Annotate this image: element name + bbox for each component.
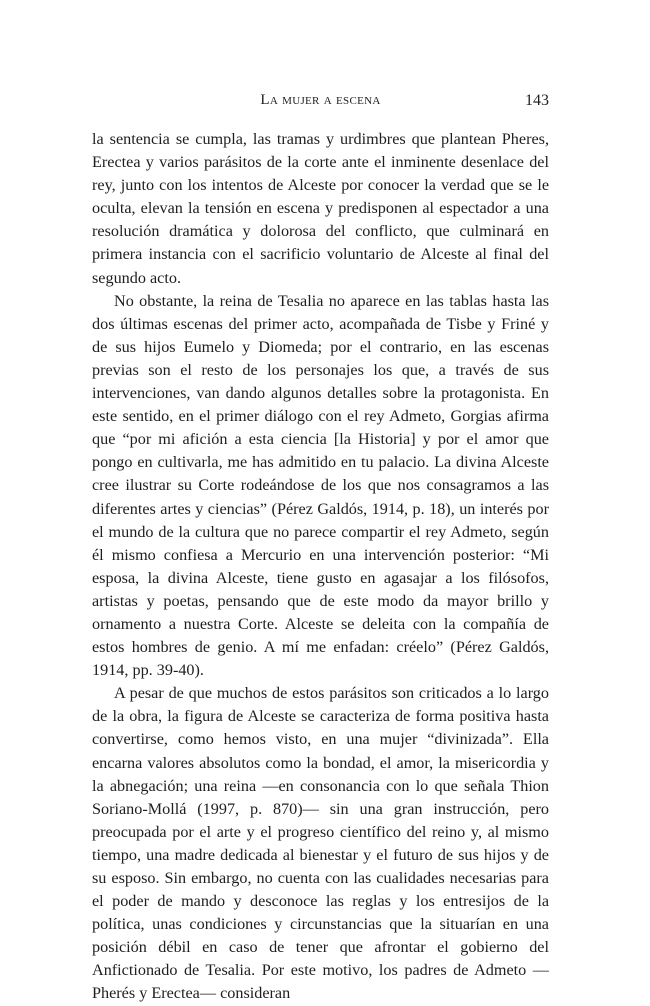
body-text <box>92 128 549 1006</box>
paragraph-3: A pesar de que muchos de estos parásitos son criticados a lo largo de la obra, la figura de Alceste se caracteriza de forma positiva hasta convertirse, como hemos visto, en una mujer “divinizada”. Ella encarna valores absolutos como la bondad, el amor, la misericordia y la abnegación; una reina —en consonancia con lo que señala Thion Soriano-Mollá (1997, p. 870)— sin una gran instrucción, pero preocupada por el arte y el progreso científico del reino y, al mismo tiempo, una madre dedicada al bienestar y el futuro de sus hijos y de su esposo. Sin embargo, no cuenta con las cualidades necesarias para el poder de mando y desconoce las reglas y los entresijos de la política, unas condiciones y circunstancias que la situarían en una posición débil en caso de tener que afrontar el gobierno del Anfictionado de Tesalia. Por este motivo, los padres de Admeto —Pherés y Erectea— consideran <box>92 684 549 1003</box>
paragraph-1: la sentencia se cumpla, las tramas y urdimbres que plantean Pheres, Erectea y varios parásitos de la corte ante el inminente desenlace del rey, junto con los intentos de Alceste por conocer la verdad que se le oculta, elevan la tensión en escena y predisponen al espectador a una resolución dramática y dolorosa del conflicto, que culminará en primera instancia con el sacrificio voluntario de Alceste al final del segundo acto. <box>92 130 549 287</box>
running-title: La mujer a escena <box>260 92 381 108</box>
paragraph-2: No obstante, la reina de Tesalia no aparece en las tablas hasta las dos últimas escenas del primer acto, acompañada de Tisbe y Friné y de sus hijos Eumelo y Diomeda; por el contrario, en las escenas previas son el resto de los personajes los que, a través de sus intervenciones, van dando algunos detalles sobre la protagonista. En este sentido, en el primer diálogo con el rey Admeto, Gorgias afirma que “por mi afición a esta ciencia [la Historia] y por el amor que pongo en cultivarla, me has admitido en tu palacio. La divina Alceste cree ilustrar su Corte rodeándose de los que nos consagramos a las diferentes artes y ciencias” (Pérez Galdós, 1914, p. 18), un interés por el mundo de la cultura que no parece compartir el rey Admeto, según él mismo confiesa a Mercurio en una intervención posterior: “Mi esposa, la divina Alceste, tiene gusto en agasajar a los filósofos, artistas y poetas, pensando que de este modo da mayor brillo y ornamento a nuestra Corte. Alceste se deleita con la compañía de estos hombres de genio. A mí me enfadan: créelo” (Pérez Galdós, 1914, pp. 39-40). <box>92 291 549 680</box>
page-number: 143 <box>525 92 549 109</box>
running-header <box>92 92 549 116</box>
